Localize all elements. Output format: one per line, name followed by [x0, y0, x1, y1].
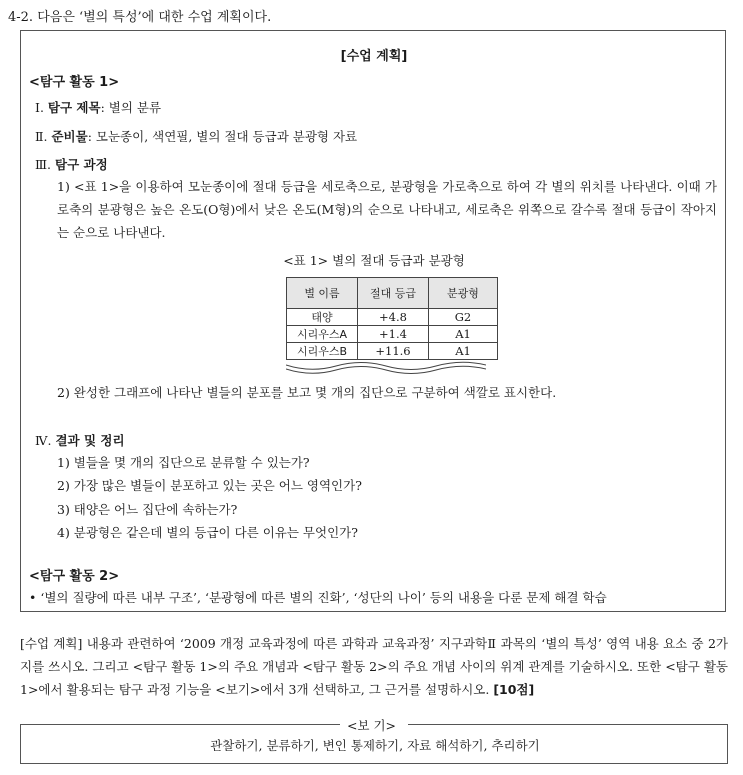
table-cell: 시리우스A — [287, 326, 358, 343]
table-cell: A1 — [429, 343, 498, 360]
points-badge: [10점] — [493, 682, 535, 697]
table-header-cell: 분광형 — [429, 278, 498, 309]
table-cell: 태양 — [287, 309, 358, 326]
result-item: 4) 분광형은 같은데 별의 등급이 다른 이유는 무엇인가? — [57, 525, 358, 540]
process-step-2: 2) 완성한 그래프에 나타난 별들의 분포를 보고 몇 개의 집단으로 구분하여 색깔로 표시한다. — [57, 385, 557, 400]
table-cell: G2 — [429, 309, 498, 326]
item-explore-title — [35, 98, 161, 116]
table-continuation-wave — [286, 361, 486, 375]
question-intro-text: 다음은 ‘별의 특성’에 대한 수업 계획이다. — [37, 10, 272, 25]
result-item: 3) 태양은 어느 집단에 속하는가? — [57, 502, 238, 517]
item4-label: 결과 및 정리 — [55, 433, 125, 448]
instruction-text: [수업 계획] 내용과 관련하여 ‘2009 개정 교육과정에 따른 과학과 교육과정’ 지구과학Ⅱ 과목의 ‘별의 특성’ 영역 내용 요소 중 2가지를 쓰시오. 그리고 <탐구 활동 1>의 주요 개념과 <탐구 활동 2>의 주요 개념 사이의 위계 관계를 기술하시오. 또한 <탐구 활동 1>에서 활용되는 탐구 과정 기능을 <보기>에서 3개 선택하고, 그 근거를 설명하시오. — [20, 636, 728, 697]
question-instruction — [20, 632, 728, 701]
plan-title: [수업 계획] — [340, 49, 408, 64]
item-process — [35, 155, 108, 173]
process-step-1: 1) <표 1>을 이용하여 모눈종이에 절대 등급을 세로축으로, 분광형을 가로축으로 하여 각 별의 위치를 나타낸다. 이때 가로축의 분광형은 높은 온도(O형)에서 낮은 온도(M형)의 순으로 나타내고, 세로축은 위쪽으로 갈수록 절대 등급이 작아지는 순으로 나타낸다. — [57, 179, 717, 240]
item2-label: 준비물 — [51, 129, 88, 144]
table-cell: +11.6 — [358, 343, 429, 360]
item-materials — [35, 127, 357, 145]
star-data-table — [286, 277, 498, 360]
item4-num: Ⅳ. — [35, 433, 52, 448]
question-number: 4-2. — [8, 10, 34, 25]
bogi-box — [20, 724, 728, 764]
lesson-plan-box — [20, 30, 726, 612]
table-row — [287, 309, 498, 326]
item-results — [35, 431, 125, 449]
bogi-options: 관찰하기, 분류하기, 변인 통제하기, 자료 해석하기, 추리하기 — [210, 738, 540, 753]
question-intro — [8, 6, 271, 25]
activity2-item — [29, 588, 607, 606]
table-cell: +4.8 — [358, 309, 429, 326]
item3-label: 탐구 과정 — [55, 157, 108, 172]
activity1-heading: <탐구 활동 1> — [29, 75, 120, 90]
item2-text: : 모눈종이, 색연필, 별의 절대 등급과 분광형 자료 — [87, 129, 358, 144]
table-cell: A1 — [429, 326, 498, 343]
table-header-cell: 절대 등급 — [358, 278, 429, 309]
table-header-cell: 별 이름 — [287, 278, 358, 309]
item1-label: 탐구 제목 — [47, 100, 101, 115]
activity2-heading: <탐구 활동 2> — [29, 569, 120, 584]
bogi-label: <보 기> — [346, 718, 397, 733]
result-item: 2) 가장 많은 별들이 분포하고 있는 곳은 어느 영역인가? — [57, 478, 362, 493]
table-row — [287, 326, 498, 343]
table-header-row — [287, 278, 498, 309]
table-cell: 시리우스B — [287, 343, 358, 360]
item1-text: : 별의 분류 — [100, 100, 162, 115]
table-row — [287, 343, 498, 360]
result-item: 1) 별들을 몇 개의 집단으로 분류할 수 있는가? — [57, 455, 310, 470]
bullet-icon: • — [29, 590, 37, 605]
table-cell: +1.4 — [358, 326, 429, 343]
item1-num: Ⅰ. — [35, 100, 44, 115]
item2-num: Ⅱ. — [35, 129, 48, 144]
activity2-text: ‘별의 질량에 따른 내부 구조’, ‘분광형에 따른 별의 진화’, ‘성단의 나이’ 등의 내용을 다룬 문제 해결 학습 — [40, 590, 607, 605]
table-caption: <표 1> 별의 절대 등급과 분광형 — [283, 253, 465, 268]
item3-num: Ⅲ. — [35, 157, 52, 172]
